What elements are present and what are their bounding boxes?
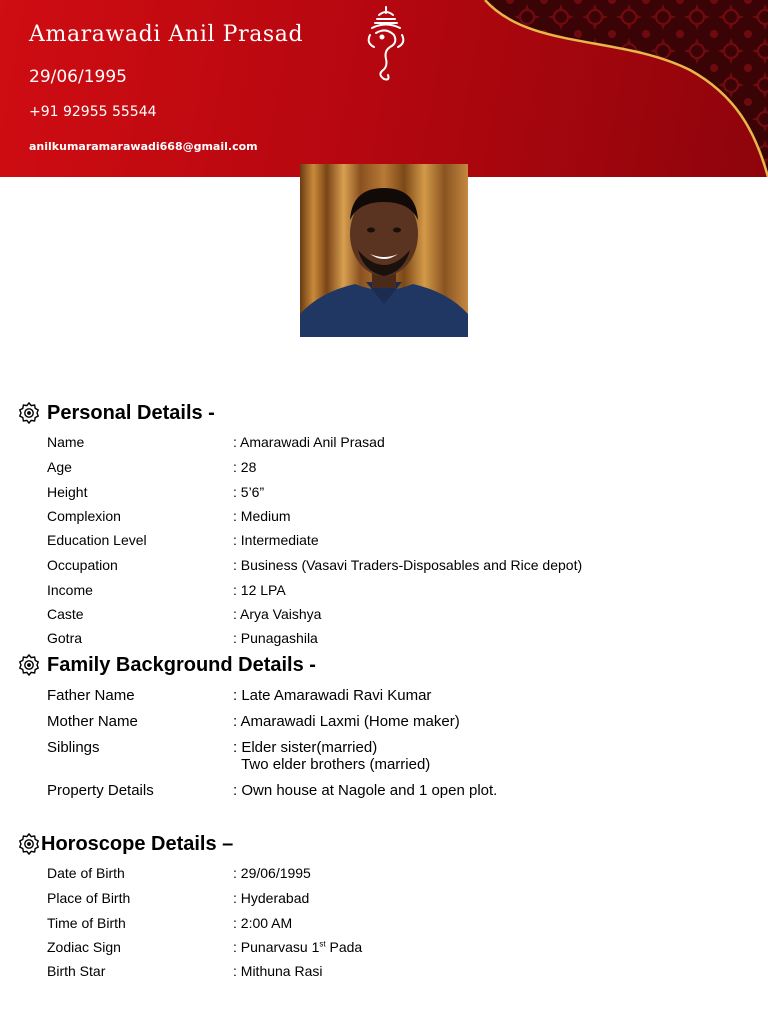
detail-row-property xyxy=(0,782,768,802)
detail-value: : Elder sister(married) xyxy=(233,739,378,756)
detail-label: Siblings xyxy=(47,739,100,756)
detail-row-father xyxy=(0,687,768,707)
detail-label: Height xyxy=(47,484,88,500)
section-personal-details xyxy=(17,401,215,425)
detail-label: Zodiac Sign xyxy=(47,939,121,955)
profile-photo xyxy=(300,164,468,337)
detail-value: : 5’6” xyxy=(233,484,265,500)
detail-row-date-of-birth xyxy=(0,865,768,885)
detail-label: Mother Name xyxy=(47,713,138,730)
detail-value: : Late Amarawadi Ravi Kumar xyxy=(233,687,432,704)
detail-value: : Amarawadi Anil Prasad xyxy=(233,434,385,450)
detail-row-place-of-birth xyxy=(0,890,768,910)
detail-row-income xyxy=(0,582,768,602)
detail-value: Two elder brothers (married) xyxy=(233,756,431,773)
detail-label: Father Name xyxy=(47,687,135,704)
detail-label: Place of Birth xyxy=(47,890,131,906)
detail-label: Property Details xyxy=(47,782,154,799)
header-dob: 29/06/1995 xyxy=(29,67,127,87)
detail-value: : Amarawadi Laxmi (Home maker) xyxy=(233,713,460,730)
detail-row-time-of-birth xyxy=(0,915,768,935)
detail-row-occupation xyxy=(0,557,768,577)
detail-label: Income xyxy=(47,582,93,598)
detail-row-mother xyxy=(0,713,768,733)
detail-label: Age xyxy=(47,459,72,475)
section-title-text: Personal Details - xyxy=(47,401,215,424)
detail-value: : Intermediate xyxy=(233,532,319,548)
detail-label: Education Level xyxy=(47,532,147,548)
detail-value-main: : Punarvasu 1 xyxy=(233,939,320,955)
detail-value: : 12 LPA xyxy=(233,582,286,598)
detail-value: : Medium xyxy=(233,508,291,524)
detail-label: Occupation xyxy=(47,557,118,573)
detail-row-complexion xyxy=(0,508,768,528)
header-banner xyxy=(0,0,768,177)
detail-label: Time of Birth xyxy=(47,915,126,931)
detail-value: : Arya Vaishya xyxy=(233,606,322,622)
detail-value: : 28 xyxy=(233,459,257,475)
gear-icon xyxy=(17,832,41,856)
detail-row-height xyxy=(0,484,768,504)
detail-label: Caste xyxy=(47,606,84,622)
detail-label: Name xyxy=(47,434,85,450)
detail-row-zodiac-sign xyxy=(0,939,768,959)
detail-value: : Business (Vasavi Traders-Disposables and Rice depot) xyxy=(233,557,583,573)
section-title-text: Family Background Details - xyxy=(47,653,316,676)
gear-icon xyxy=(17,401,41,425)
detail-value: : Own house at Nagole and 1 open plot. xyxy=(233,782,498,799)
detail-row-birth-star xyxy=(0,963,768,983)
detail-row-education xyxy=(0,532,768,552)
detail-row-caste xyxy=(0,606,768,626)
detail-value: : Mithuna Rasi xyxy=(233,963,323,979)
detail-value: : Punagashila xyxy=(233,630,318,646)
gear-icon xyxy=(17,653,41,677)
section-title-text: Horoscope Details – xyxy=(41,832,234,855)
detail-label: Complexion xyxy=(47,508,121,524)
header-name: Amarawadi Anil Prasad xyxy=(29,22,304,47)
detail-value: : Hyderabad xyxy=(233,890,310,906)
detail-value: : 2:00 AM xyxy=(233,915,293,931)
detail-value: : 29/06/1995 xyxy=(233,865,311,881)
detail-row-siblings-cont xyxy=(0,756,768,776)
detail-label: Date of Birth xyxy=(47,865,125,881)
detail-row-age xyxy=(0,459,768,479)
header-email[interactable]: anilkumaramarawadi668@gmail.com xyxy=(29,140,258,153)
detail-label: Birth Star xyxy=(47,963,106,979)
section-horoscope xyxy=(17,832,233,856)
detail-value xyxy=(233,939,362,955)
ganesha-icon xyxy=(360,5,412,83)
detail-row-gotra xyxy=(0,630,768,650)
detail-value-sup: st xyxy=(319,939,326,949)
section-family-background xyxy=(17,653,316,677)
header-phone: +91 92955 55544 xyxy=(29,104,157,120)
detail-label: Gotra xyxy=(47,630,83,646)
detail-row-name xyxy=(0,434,768,454)
detail-value-tail: Pada xyxy=(325,939,363,955)
